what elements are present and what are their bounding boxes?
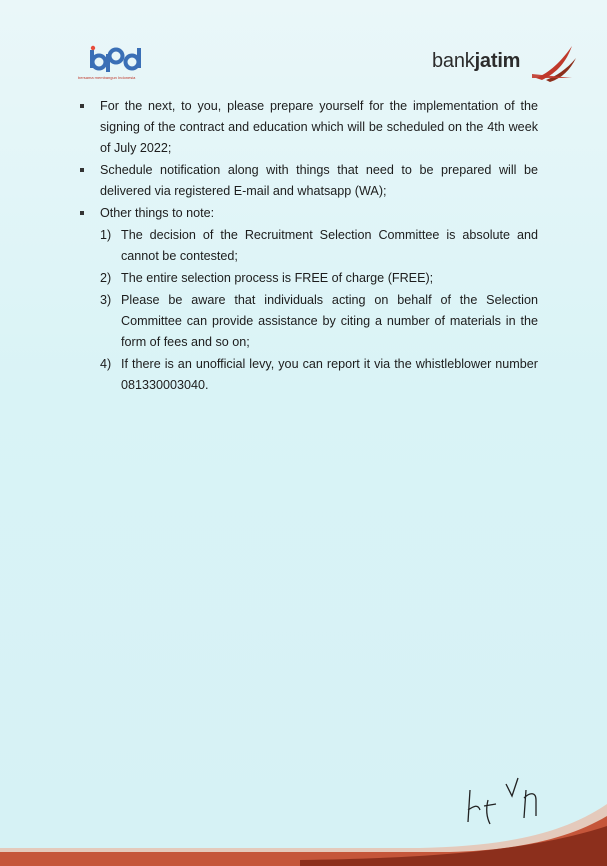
notes-list	[78, 225, 538, 396]
note-item	[78, 290, 538, 353]
list-item-text: For the next, to you, please prepare yourself for the implementation of the signing of the contract and education which will be scheduled on the 4th week of July 2022;	[100, 99, 538, 155]
list-item	[78, 96, 538, 159]
note-item	[78, 268, 538, 289]
note-number: 2)	[100, 271, 112, 285]
document-body	[78, 96, 538, 397]
bankjatim-wordmark	[432, 50, 520, 73]
bpd-tagline: bersama membangun Indonesia	[78, 75, 136, 80]
bankjatim-word-jatim: jatim	[474, 50, 521, 72]
list-item	[78, 160, 538, 202]
list-item-text: Other things to note:	[100, 206, 215, 220]
note-text: Please be aware that individuals acting on behalf of the Selection Committee can provide assistance by citing a number of materials in the form of fees and so on;	[121, 293, 538, 349]
footer-swoosh	[0, 800, 607, 866]
note-number: 1)	[100, 228, 112, 242]
note-number: 3)	[100, 293, 112, 307]
bullet-icon	[80, 168, 84, 172]
bpd-logo-mark	[88, 44, 146, 74]
bullet-icon	[80, 104, 84, 108]
bullet-icon	[80, 211, 84, 215]
note-item	[78, 354, 538, 396]
list-item	[78, 203, 538, 224]
list-item-text: Schedule notification along with things that need to be prepared will be delivered via registered E-mail and whatsapp (WA);	[100, 163, 538, 198]
bpd-logo	[78, 44, 168, 84]
bankjatim-word-bank: bank	[432, 50, 475, 72]
note-item	[78, 225, 538, 267]
note-text: If there is an unofficial levy, you can report it via the whistleblower number 081330003040.	[121, 357, 538, 392]
bankjatim-logo	[432, 44, 582, 84]
note-text: The decision of the Recruitment Selection Committee is absolute and cannot be contested;	[121, 228, 538, 263]
note-number: 4)	[100, 357, 112, 371]
note-text: The entire selection process is FREE of charge (FREE);	[121, 271, 434, 285]
bankjatim-swoosh-icon	[532, 44, 578, 82]
